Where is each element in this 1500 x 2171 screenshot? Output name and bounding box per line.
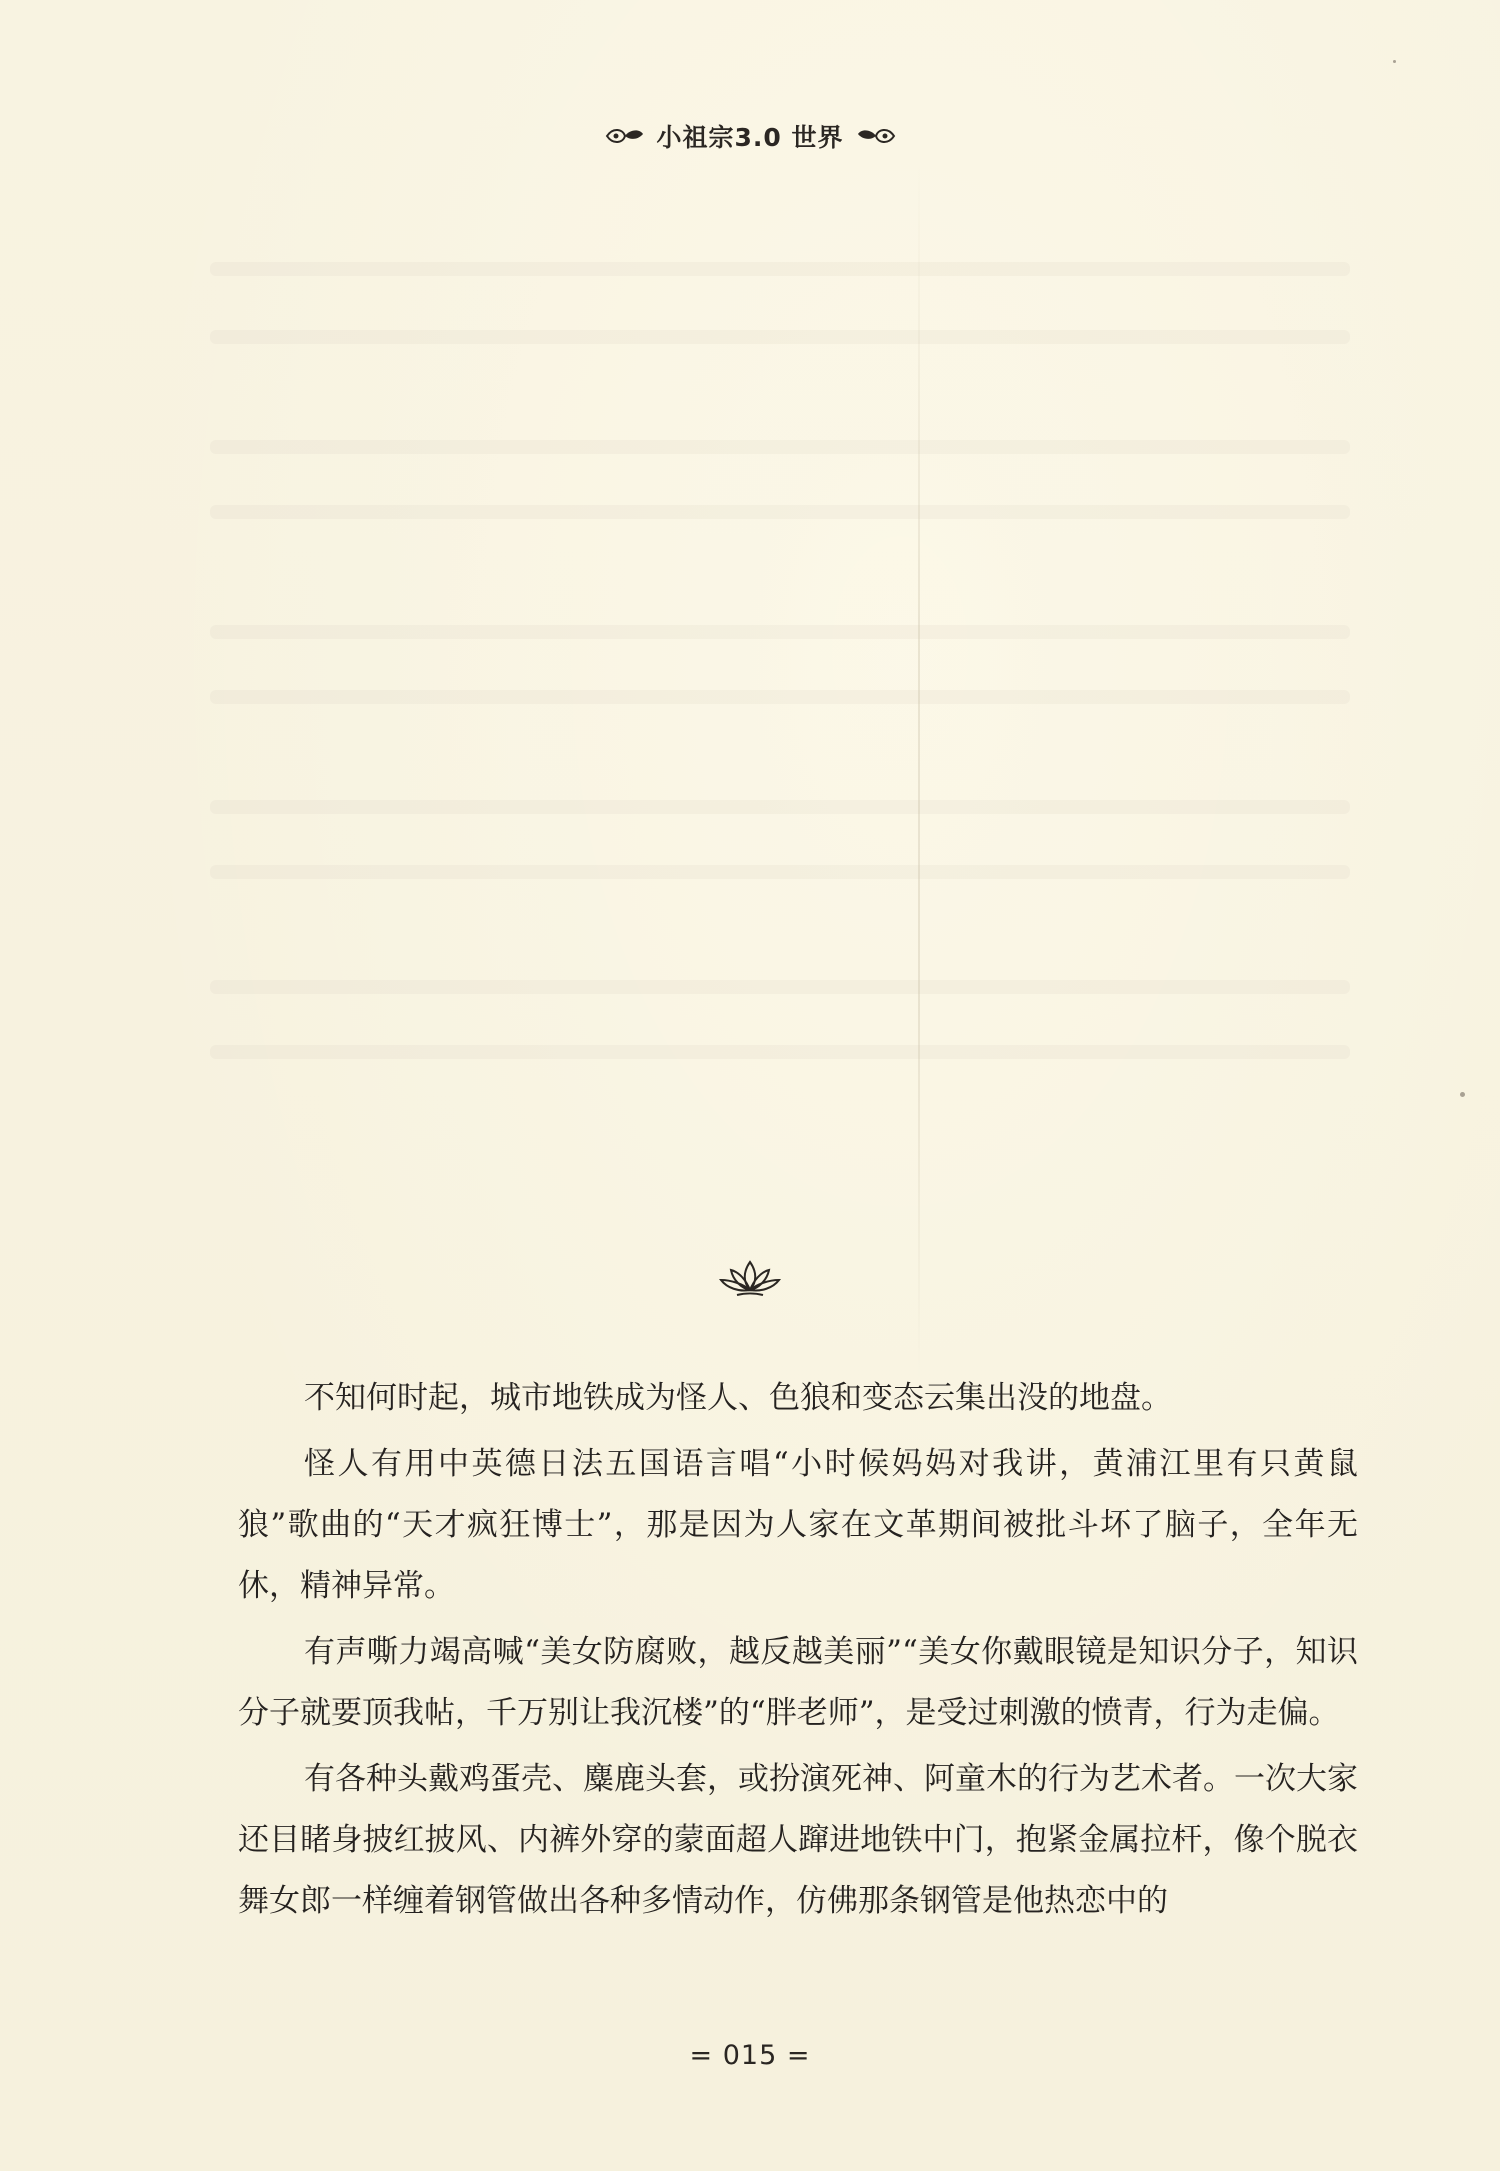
bleed-through-line [210, 330, 1350, 344]
bleed-through-line [210, 505, 1350, 519]
bleed-through-line [210, 1045, 1350, 1059]
running-header-title: 小祖宗3.0 世界 [656, 123, 844, 152]
paper-speck [1393, 60, 1396, 63]
bleed-through-line [210, 440, 1350, 454]
paragraph: 有各种头戴鸡蛋壳、麋鹿头套，或扮演死神、阿童木的行为艺术者。一次大家还目睹身披红披风、内裤外穿的蒙面超人蹿进地铁中门，抱紧金属拉杆，像个脱衣舞女郎一样缠着钢管做出各种多情动作，仿佛那条钢管是他热恋中的 [238, 1761, 1358, 1919]
lotus-ornament-icon [719, 1258, 781, 1302]
bleed-through-line [210, 980, 1350, 994]
running-header [0, 118, 1500, 154]
paper-speck [1460, 1092, 1465, 1097]
bleed-through-line [210, 625, 1350, 639]
bleed-through-line [210, 690, 1350, 704]
butterfly-ornament-icon [605, 125, 645, 147]
page-crease [918, 160, 920, 1380]
body-text [238, 1368, 1358, 1937]
bleed-through-line [210, 865, 1350, 879]
paragraph: 怪人有用中英德日法五国语言唱“小时候妈妈对我讲，黄浦江里有只黄鼠狼”歌曲的“天才疯狂博士”，那是因为人家在文革期间被批斗坏了脑子，全年无休，精神异常。 [238, 1446, 1358, 1604]
paragraph: 不知何时起，城市地铁成为怪人、色狼和变态云集出没的地盘。 [304, 1380, 1172, 1416]
page-number: = 015 = [689, 2040, 811, 2071]
bleed-through-line [210, 262, 1350, 276]
bleed-through-line [210, 800, 1350, 814]
butterfly-ornament-icon [856, 125, 896, 147]
paragraph: 有声嘶力竭高喊“美女防腐败，越反越美丽”“美女你戴眼镜是知识分子，知识分子就要顶我帖，千万别让我沉楼”的“胖老师”，是受过刺激的愤青，行为走偏。 [238, 1634, 1358, 1731]
